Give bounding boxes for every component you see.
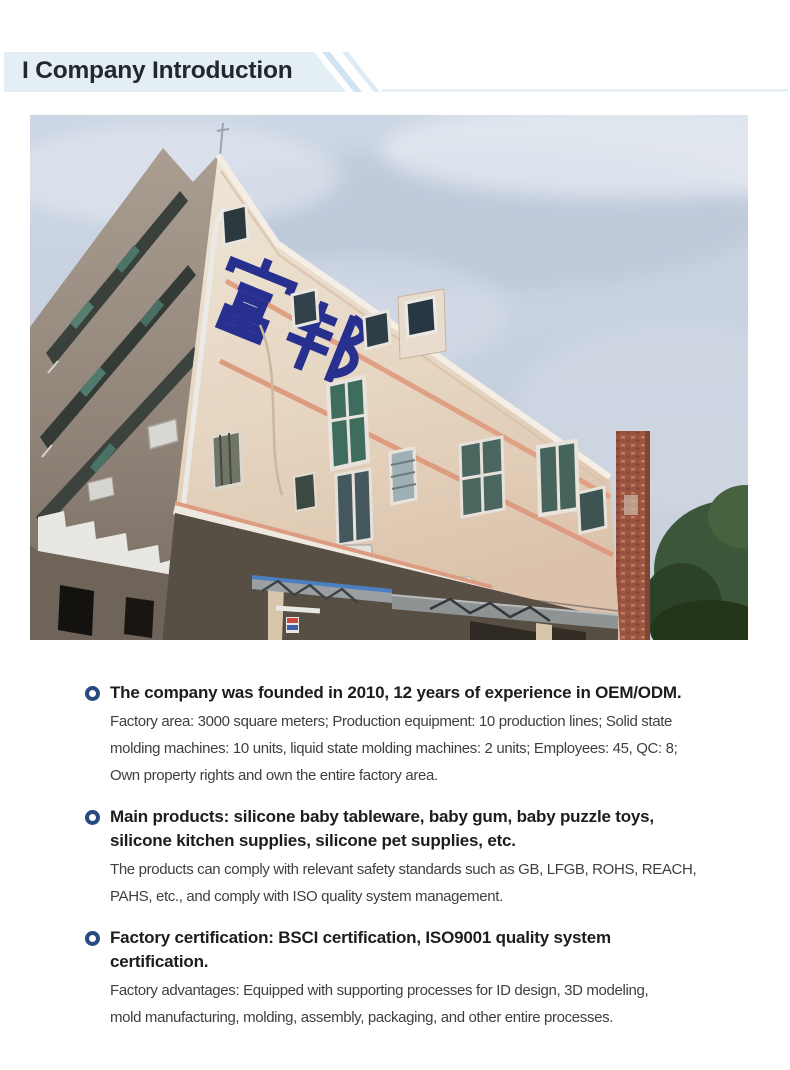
body-line: Factory advantages: Equipped with supporting processes for ID design, 3D modeling, [110,982,649,999]
bullet-ring-icon [85,931,100,946]
section-body [110,708,746,789]
bullet-ring-icon [85,810,100,825]
section-certification [86,926,746,1031]
section-body [110,856,746,910]
banner-diagonal-2 [342,52,380,92]
heading-line: The company was founded in 2010, 12 years of experience in OEM/ODM. [110,683,682,702]
section-main-products [86,805,746,910]
heading-line: Main products: silicone baby tableware, baby gum, baby puzzle toys, [110,807,654,826]
heading-line: Factory certification: BSCI certification, ISO9001 quality system [110,928,611,947]
heading-line: certification. [110,952,209,971]
banner-rule-line [382,89,788,92]
page-title: I Company Introduction [22,57,293,84]
body-line: Own property rights and own the entire factory area. [110,767,438,784]
brick-column [616,431,650,640]
section-heading [110,681,746,705]
heading-line: silicone kitchen supplies, silicone pet supplies, etc. [110,831,516,850]
body-line: The products can comply with relevant safety standards such as GB, LFGB, ROHS, REACH, [110,861,697,878]
company-intro-sections [86,681,746,1047]
factory-photo [30,115,748,640]
section-body [110,977,746,1031]
section-heading [110,805,746,853]
bullet-ring-icon [85,686,100,701]
body-line: PAHS, etc., and comply with ISO quality system management. [110,888,503,905]
section-founding [86,681,746,789]
body-line: molding machines: 10 units, liquid state molding machines: 2 units; Employees: 45, QC: 8; [110,740,678,757]
body-line: Factory area: 3000 square meters; Production equipment: 10 production lines; Solid state [110,713,673,730]
section-heading [110,926,746,974]
body-line: mold manufacturing, molding, assembly, packaging, and other entire processes. [110,1009,614,1026]
